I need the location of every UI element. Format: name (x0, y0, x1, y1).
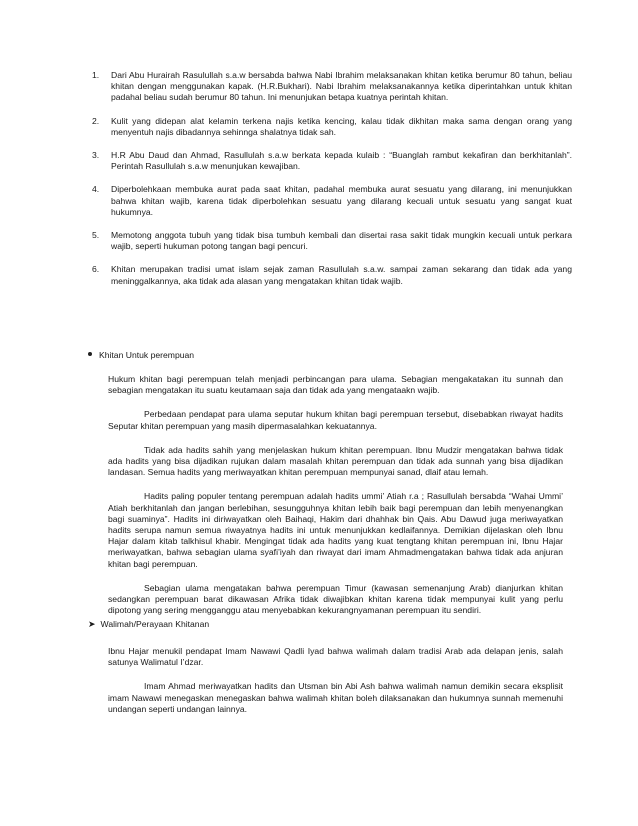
list-number: 6. (92, 264, 100, 275)
paragraph: Sebagian ulama mengatakan bahwa perempuan Timur (kawasan semenanjung Arab) dianjurkan khitan sedangkan perempuan barat dikawasan Afrika tidak diwajibkan khitan karena tidak mempunyai kulit yang perlu dipotong yang sering mengganggu atau menyebabkan kekurangnyamanan perempuan itu sendiri. (108, 582, 563, 616)
list-item (92, 150, 572, 172)
list-item-text: H.R Abu Daud dan Ahmad, Rasullulah s.a.w berkata kepada kulaib : “Buanglah rambut kekafiran dan berkhitanlah”. Perintah Rasullulah s.a.w menunjukan kewajiban. (111, 150, 572, 172)
section-heading-perempuan (88, 350, 194, 361)
list-number: 1. (92, 70, 100, 80)
section-heading-walimah (88, 619, 209, 630)
section-heading-text: Khitan Untuk perempuan (99, 350, 195, 360)
numbered-list (92, 70, 572, 299)
bullet-icon (88, 352, 92, 356)
list-number: 3. (92, 150, 100, 161)
paragraph: Imam Ahmad meriwayatkan hadits dan Utsman bin Abi Ash bahwa walimah namun demikin secara eksplisit imam Nawawi menegaskan menegaskan bahwa walimah khitan boleh dilaksanakan dan hukumnya sunnah memenuhi undangan seperti undangan lainnya. (108, 681, 563, 714)
list-number: 4. (92, 184, 100, 195)
section-walimah-body (108, 646, 563, 728)
list-number: 5. (92, 230, 100, 241)
list-item (92, 70, 572, 104)
paragraph: Ibnu Hajar menukil pendapat Imam Nawawi Qadli Iyad bahwa walimah dalam tradisi Arab ada delapan jenis, salah satunya Walimatul I’dzar. (108, 646, 563, 668)
paragraph: Hadits paling populer tentang perempuan adalah hadits ummi’ Atiah r.a ; Rasullulah bersabda “Wahai Ummi’ Atiah berkhitanlah dan jangan berlebihan, sesungguhnya khitan lebih baik bagi perempuan dan lebih menyenangkan bagi suaminya”. Hadits ini diriwayatkan oleh Baihaqi, Hakim dari dhahhak bin Qais. Abu Dawud juga meriwayatkan hadits serupa namun semua riwayatnya hadits ini untuk menunjukkan kedlaifannya. Demikian dijelaskan oleh Ibnu Hajar dalam kitab talkhisul khabir. Mengingat tidak ada hadits yang kuat tengtang khitan perempuan ini, Ibnu Hajar meriwayatkan, bahwa sebagian ulama syafi’iyah dan riwayat dari imam Ahmadmengatakan bahwa tidak ada anjuran khitan bagi perempuan. (108, 491, 563, 569)
list-item (92, 116, 572, 138)
paragraph: Hukum khitan bagi perempuan telah menjadi perbincangan para ulama. Sebagian mengakatakan itu sunnah dan sebagian mengatakan itu suatu keutamaan saja dan tidak ada yang mengataakn wajib. (108, 374, 563, 396)
paragraph: Tidak ada hadits sahih yang menjelaskan hukum khitan perempuan. Ibnu Mudzir mengatakan bahwa tidak ada hadits yang bisa dijadikan rujukan dalam masalah khitan perempuan dan tidak ada sunnah yang bisa dijadikan landasan. Semua hadits yang meriwayatkan khitan perempuan mempunyai sanad, dlaif atau lemah. (108, 444, 563, 478)
list-item-text: Dari Abu Hurairah Rasulullah s.a.w bersabda bahwa Nabi Ibrahim melaksanakan khitan ketika berumur 80 tahun, beliau khitan dengan menggunakan kapak. (H.R.Bukhari). Nabi Ibrahim melaksanakannya ketika diperintahkan untuk khitan padahal beliau sudah berumur 80 tahun. Ini menunjukan betapa kuatnya perintah khitan. (111, 70, 572, 103)
list-number: 2. (92, 115, 100, 126)
arrow-bullet-icon: ➤ (88, 619, 96, 629)
list-item-text: Kulit yang didepan alat kelamin terkena najis ketika kencing, kalau tidak dikhitan maka sama dengan orang yang menyentuh najis dibadannya sehinnga shalatnya tidak sah. (111, 115, 572, 137)
section-perempuan-body (108, 374, 563, 629)
list-item (92, 230, 572, 252)
list-item-text: Diperbolehkaan membuka aurat pada saat khitan, padahal membuka aurat sesuatu yang dilarang, ini menunjukkan bahwa khitan wajib, karena tidak diperbolehkan sesuatu yang dilarang kecuali untuk sesuatu yang sangat kuat hukumnya. (111, 184, 572, 217)
list-item-text: Khitan merupakan tradisi umat islam sejak zaman Rasullulah s.a.w. sampai zaman sekarang dan tidak ada yang meninggalkannya, aka tidak ada alasan yang mengatakan khitan tidak wajib. (111, 264, 572, 286)
list-item-text: Memotong anggota tubuh yang tidak bisa tumbuh kembali dan disertai rasa sakit tidak mungkin kecuali untuk perkara wajib, seperti hukuman potong tangan bagi pencuri. (111, 230, 572, 252)
paragraph: Perbedaan pendapat para ulama seputar hukum khitan bagi perempuan tersebut, disebabkan riwayat hadits Seputar khitan perempuan yang masih dipermasalahkan kekuatannya. (108, 409, 563, 431)
list-item (92, 184, 572, 218)
list-item (92, 264, 572, 286)
section-heading-text: Walimah/Perayaan Khitanan (100, 619, 210, 629)
